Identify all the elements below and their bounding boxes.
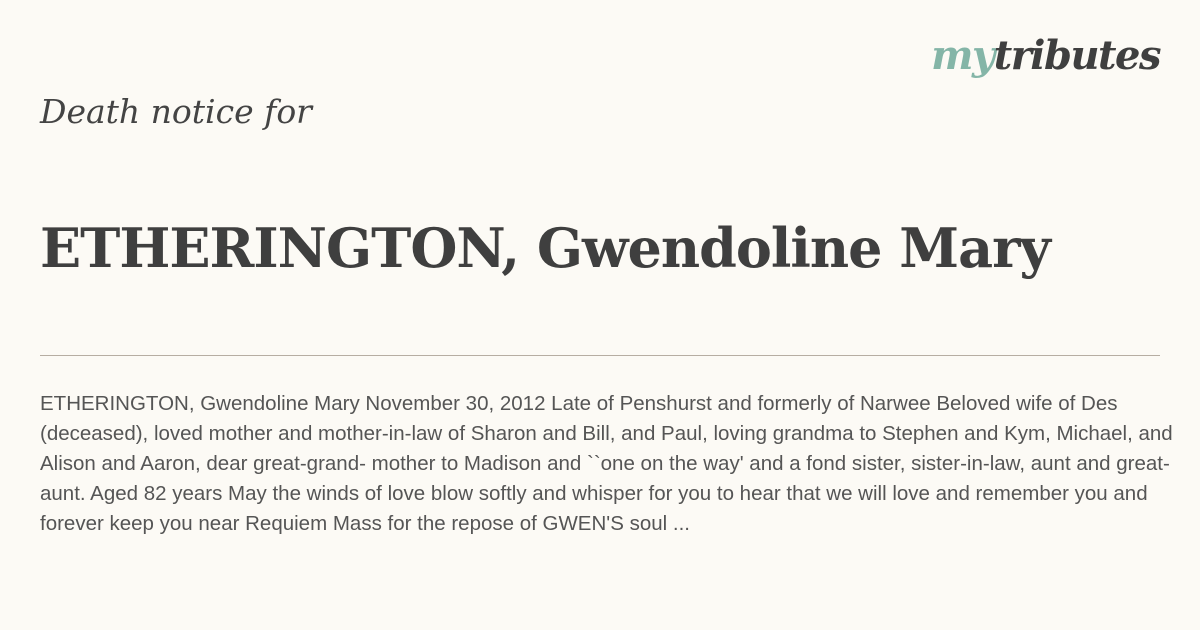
deceased-name-title: ETHERINGTON, Gwendoline Mary (40, 216, 1050, 280)
section-divider (40, 355, 1160, 356)
notice-prefix-heading: Death notice for (40, 92, 312, 131)
notice-body-text: ETHERINGTON, Gwendoline Mary November 30, 2012 Late of Penshurst and formerly of Narwee Beloved wife of Des (deceased), loved mother and mother-in-law of Sharon and Bill, and Paul, loving grandma to Stephen and Kym, Michael, and Alison and Aaron, dear great-grand- mother to Madison and ``one on the way' and a fond sister, sister-in-law, aunt and great- aunt. Aged 82 years May the winds of love blow softly and whisper for you to hear that we will love and remember you and forever keep you near Requiem Mass for the repose of GWEN'S soul ... (40, 392, 1173, 535)
mytributes-logo (931, 32, 1160, 79)
logo-my-text: my (931, 32, 994, 79)
logo-tributes-text: tributes (993, 32, 1160, 79)
